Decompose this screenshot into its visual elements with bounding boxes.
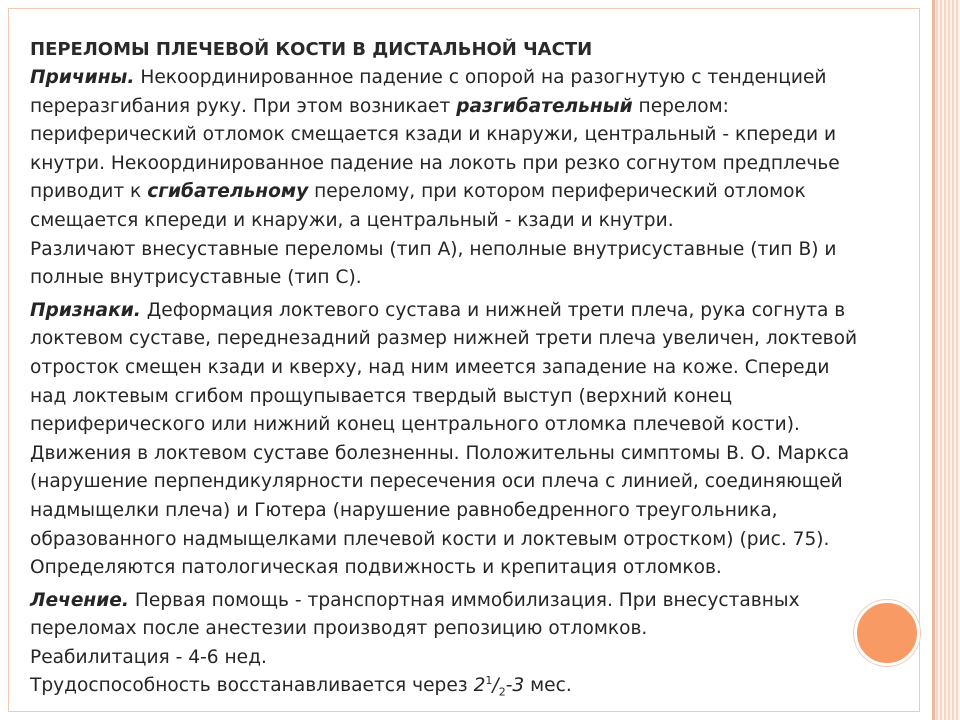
treatment-label: Лечение. [30,589,129,611]
decorative-stripes [932,0,960,720]
work-capacity-suffix: мес. [524,675,572,697]
rehabilitation-line: Реабилитация - 4-6 нед. [30,646,267,668]
slide-title: ПЕРЕЛОМЫ ПЛЕЧЕВОЙ КОСТИ В ДИСТАЛЬНОЙ ЧАСТИ [30,39,593,60]
causes-text-1: Некоординированное падение с опорой на разогнутую с тенденцией переразгибания руку. При этом возникает [30,67,827,117]
work-capacity-prefix: Трудоспособность восстанавливается через [30,675,474,697]
causes-paragraph [30,64,870,236]
treatment-text: Первая помощь - транспортная иммобилизация. При внесуставных переломах после анестезии производят репозицию отломков. [30,589,800,640]
extension-fracture-term: разгибательный [456,95,633,117]
causes-text-3: перелому, при котором периферический отломок смещается кпереди и кнаружи, а центральный - кзади и кнутри. [30,181,806,231]
fraction-whole: 2 [473,675,486,697]
flexion-fracture-term: сгибательному [147,181,309,203]
treatment-paragraph [30,587,870,644]
fracture-types-paragraph: Различают внесуставные переломы (тип А), неполные внутрисуставные (тип В) и полные внутрисуставные (тип С). [30,238,837,289]
slide-content [30,36,870,701]
fraction-slash: / [492,675,499,697]
signs-text: Деформация локтевого сустава и нижней трети плеча, рука согнута в локтевом суставе, переднезадний размер нижней трети плеча увеличен, локтевой отросток смещен кзади и кверху, над ним имеется западение на коже. Спереди над локтевым сгибом прощупывается твердый выступ (верхний конец периферического или нижний конец центрального отломка плечевой кости). Движения в локтевом суставе болезненны. Положительны симптомы В. О. Маркса (нарушение перпендикулярности пересечения оси плеча с линией, соединяющей надмыщелки плеча) и Гютера (нарушение равнобедренного треугольника, образованного надмыщелками плечевой кости и локтевым отростком) (рис. 75). Определяются патологическая подвижность и крепитация отломков. [30,299,858,579]
causes-text-2: перелом: периферический отломок смещается кзади и кнаружи, центральный - кпереди и кнутри. Некоординированное падение на локоть при резко согнутом предплечье приводит к [30,95,840,203]
fraction-denominator: 2 [498,686,506,700]
work-capacity-line [30,672,870,701]
fraction-numerator: 1 [485,674,493,688]
causes-label: Причины. [30,67,135,88]
signs-paragraph [30,297,870,583]
work-capacity-range-end: -3 [505,675,525,697]
signs-label: Признаки. [30,299,141,321]
